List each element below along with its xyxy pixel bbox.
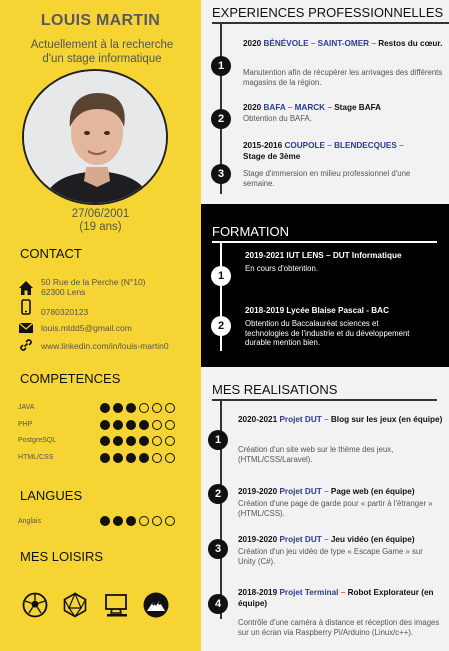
experience-title xyxy=(243,102,443,113)
experience-title xyxy=(243,38,443,49)
address-line1: 50 Rue de la Perche (N°10) xyxy=(41,277,146,287)
email-address[interactable]: louis.mtdd5@gmail.com xyxy=(41,323,132,333)
skill-rating xyxy=(100,453,175,463)
rating-dot-empty xyxy=(165,420,175,430)
separator: – xyxy=(327,103,332,112)
realisation-number: 4 xyxy=(208,594,228,614)
rating-dot-filled xyxy=(126,516,136,526)
rating-dot-filled xyxy=(100,436,110,446)
rating-dot-filled xyxy=(139,420,149,430)
tagline-line1: Actuellement à la recherche xyxy=(30,39,174,51)
skill-label: JAVA xyxy=(18,404,35,411)
rating-dot-filled xyxy=(100,453,110,463)
realisation-number: 3 xyxy=(208,539,228,559)
mountain-icon xyxy=(143,592,169,618)
rating-dot-filled xyxy=(139,453,149,463)
experience-year: 2020 xyxy=(243,103,262,112)
experience-year: 2020 xyxy=(243,39,262,48)
phone-number[interactable]: 0780320123 xyxy=(41,307,89,317)
rating-dot-filled xyxy=(126,420,136,430)
experiences-heading: EXPERIENCES PROFESSIONNELLES xyxy=(212,5,444,20)
heading-underline xyxy=(212,241,437,243)
age: (19 ans) xyxy=(79,221,122,233)
rating-dot-empty xyxy=(165,403,175,413)
langues-heading: LANGUES xyxy=(20,488,83,503)
loisirs-heading: MES LOISIRS xyxy=(20,549,104,564)
realisation-year: 2018-2019 xyxy=(238,588,278,597)
realisation-title xyxy=(238,414,443,425)
realisation-name: Jeu vidéo (en équipe) xyxy=(330,535,415,544)
rating-dot-empty xyxy=(152,403,162,413)
address xyxy=(41,277,146,297)
realisation-year: 2020-2021 xyxy=(238,415,278,424)
portrait-illustration xyxy=(24,71,168,205)
realisation-description: Création d'un jeu vidéo de type « Escape Game » sur Unity (C#). xyxy=(238,547,423,566)
competences-heading: COMPETENCES xyxy=(20,371,121,386)
email-icon xyxy=(18,320,34,336)
rating-dot-empty xyxy=(165,516,175,526)
experience-org: BLENDECQUES xyxy=(334,141,397,150)
realisation-tag: Projet Terminal xyxy=(279,588,339,597)
football-icon xyxy=(22,592,48,618)
realisation-title xyxy=(238,486,443,497)
rating-dot-empty xyxy=(152,436,162,446)
separator: – xyxy=(324,535,329,544)
candidate-name: LOUIS MARTIN xyxy=(40,12,161,29)
experience-role: BAFA xyxy=(263,103,286,112)
separator: – xyxy=(399,141,404,150)
language-rating xyxy=(100,516,175,526)
rating-dot-filled xyxy=(126,403,136,413)
separator: – xyxy=(324,487,329,496)
rating-dot-filled xyxy=(100,420,110,430)
rating-dot-empty xyxy=(139,403,149,413)
skill-rating xyxy=(100,436,175,446)
separator: – xyxy=(310,39,316,48)
realisation-description: Création d'une page de garde pour « partir à l'étranger » (HTML/CSS). xyxy=(238,499,433,518)
experience-number: 2 xyxy=(211,109,231,129)
experience-position: Stage BAFA xyxy=(334,103,382,112)
experience-number: 1 xyxy=(211,56,231,76)
rating-dot-filled xyxy=(139,436,149,446)
tagline xyxy=(8,38,196,66)
rating-dot-filled xyxy=(100,403,110,413)
experience-org: MARCK xyxy=(294,103,326,112)
linkedin-url[interactable]: www.linkedin.com/in/louis-martin0 xyxy=(41,341,169,351)
rating-dot-filled xyxy=(113,453,123,463)
skill-label: PHP xyxy=(18,421,33,428)
experience-role: COUPOLE xyxy=(284,141,325,150)
rating-dot-empty xyxy=(152,453,162,463)
heading-underline xyxy=(212,22,449,24)
experience-description: Manutention afin de récupérer les arrivages des différents magasins de la région. xyxy=(243,68,443,87)
realisation-description: Contrôle d'une caméra à distance et réception des images sur un écran via Raspberry Pi/Arduino (Linux/c++). xyxy=(238,618,440,637)
dice-d20-icon xyxy=(62,592,88,618)
computer-icon xyxy=(104,592,130,618)
rating-dot-filled xyxy=(113,436,123,446)
experience-year: 2015-2016 xyxy=(243,141,283,150)
separator: – xyxy=(287,103,293,112)
rating-dot-filled xyxy=(100,516,110,526)
realisation-title xyxy=(238,587,443,609)
separator: – xyxy=(340,588,346,597)
formation-description: En cours d'obtention. xyxy=(245,264,319,273)
separator: – xyxy=(371,39,376,48)
formation-number: 1 xyxy=(211,266,231,286)
skill-label: PostgreSQL xyxy=(18,437,57,444)
birth-info xyxy=(0,208,201,234)
phone-icon xyxy=(18,299,34,315)
rating-dot-filled xyxy=(113,403,123,413)
realisation-year: 2019-2020 xyxy=(238,487,278,496)
realisation-title xyxy=(238,534,443,545)
experience-position: Restos du cœur. xyxy=(378,39,443,48)
skill-rating xyxy=(100,403,175,413)
realisation-name: Page web (en équipe) xyxy=(330,487,415,496)
separator: – xyxy=(327,141,332,150)
formation-title: 2018-2019 Lycée Blaise Pascal - BAC xyxy=(245,306,389,315)
contact-heading: CONTACT xyxy=(20,246,82,261)
realisation-name: Blog sur les jeux (en équipe) xyxy=(330,415,443,424)
realisation-year: 2019-2020 xyxy=(238,535,278,544)
date-of-birth: 27/06/2001 xyxy=(71,208,130,220)
skill-rating xyxy=(100,420,175,430)
realisation-tag: Projet DUT xyxy=(279,535,322,544)
realisation-number: 1 xyxy=(208,430,228,450)
formation-heading: FORMATION xyxy=(212,224,290,239)
address-line2: 62300 Lens xyxy=(41,287,86,297)
realisations-heading: MES REALISATIONS xyxy=(212,382,338,397)
experience-role: BÉNÉVOLE xyxy=(263,39,309,48)
realisation-description: Création d'un site web sur le thème des jeux, (HTML/CSS/Laravel). xyxy=(238,445,394,464)
realisation-name: Robot Explorateur (en équipe) xyxy=(238,588,434,608)
rating-dot-filled xyxy=(126,436,136,446)
home-icon xyxy=(18,280,34,296)
rating-dot-empty xyxy=(139,516,149,526)
language-label: Anglais xyxy=(18,518,41,525)
experience-description: Obtention du BAFA. xyxy=(243,114,312,123)
rating-dot-filled xyxy=(113,420,123,430)
formation-title: 2019-2021 IUT LENS – DUT Informatique xyxy=(245,251,402,260)
separator: – xyxy=(324,415,329,424)
skill-label: HTML/CSS xyxy=(18,454,54,461)
formation-description: Obtention du Baccalauréat sciences et technologies de l'industrie et du développement durable mention bien. xyxy=(245,319,410,347)
link-icon xyxy=(18,337,34,353)
experience-number: 3 xyxy=(211,164,231,184)
experience-description: Stage d'immersion en milieu professionnel d'une semaine. xyxy=(243,169,411,188)
experience-title xyxy=(243,140,443,162)
experience-org: SAINT-OMER xyxy=(317,39,370,48)
realisation-number: 2 xyxy=(208,484,228,504)
rating-dot-empty xyxy=(165,453,175,463)
rating-dot-empty xyxy=(165,436,175,446)
profile-photo xyxy=(22,69,168,205)
experience-position: Stage de 3ème xyxy=(243,152,301,161)
heading-underline xyxy=(212,399,437,401)
rating-dot-filled xyxy=(113,516,123,526)
tagline-line2: d'un stage informatique xyxy=(42,53,162,65)
formation-number: 2 xyxy=(211,316,231,336)
rating-dot-empty xyxy=(152,420,162,430)
realisation-tag: Projet DUT xyxy=(279,415,322,424)
rating-dot-empty xyxy=(152,516,162,526)
realisation-tag: Projet DUT xyxy=(279,487,322,496)
rating-dot-filled xyxy=(126,453,136,463)
